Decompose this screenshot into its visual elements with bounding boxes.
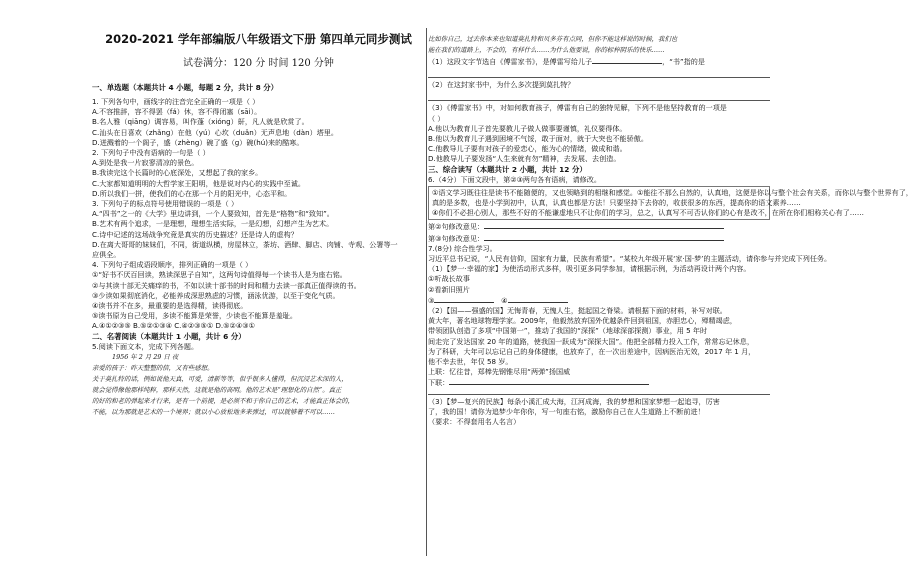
task-2-line: （2）【国——强盛的国】无悔青春，无愧人生，挺起国之脊梁。请根据下面的材料，补写对联。 bbox=[428, 306, 727, 316]
q4-line: ①“好书不厌百回读，熟读深思子自知”，这两句诗值得每一个读书人是为座右铭。 bbox=[92, 270, 347, 280]
letter-continued: 比如你自己，过去你本来也知道莫扎特和贝多芬有点同，但你不能这样说的时候，我们也 bbox=[428, 35, 678, 43]
fix-2: 第②句修改意见： bbox=[428, 221, 770, 232]
task-2-line: 间走完了发达国家 20 年的道路，使我国一跃成为“深探大国”。他把全部精力投入工作，常常忘记休息， bbox=[428, 336, 754, 346]
q6-passage-line: ①语文学习既往往是读书不能随便的，又也领略到的相继和感觉。①能往不那么自然的，认真地，这便是你以与整个社会有关系，而你以与整个世界有了， bbox=[432, 187, 913, 197]
q4-options: A.④①②③⑤ B.⑤②①③④ C.④②③⑤① D.⑤②④③① bbox=[92, 321, 255, 331]
task-1: （1）【梦一·幸福的家】为使活动形式多样，吸引更多同学参加，请根据示例，为活动再设计两个内容。 bbox=[428, 264, 751, 274]
question-1 bbox=[92, 97, 425, 148]
section-1-heading: 一、单选题（本题共计 4 小题，每题 2 分，共计 8 分） bbox=[92, 83, 279, 92]
answer-line[interactable] bbox=[428, 390, 770, 395]
q3-line: A.“四书”之一的《大学》里边讲到，一个人要致知，首先是“格物”和“致知”。 bbox=[92, 209, 334, 219]
q3-line: B.艺术有两个追求，一是理想，理想生活实际，一是幻想，幻想产生为艺术。 bbox=[92, 219, 334, 229]
letter-date: 1956 年 2 月 29 日 夜 bbox=[112, 352, 179, 361]
rq3-line: D.他教导儿子要发扬“人生来就有勿”精神，去发展、去创造。 bbox=[428, 154, 621, 164]
q1-line: D.迸溅着的一个阁子，盛（zhèng）碗了盛（ɡ）碗(hú)来的酷寒。 bbox=[92, 137, 304, 147]
q6-passage-box bbox=[428, 186, 913, 221]
answer-blank[interactable] bbox=[592, 56, 662, 64]
section-2-heading: 二、名著阅读（本题共计 1 小题，共计 6 分） bbox=[92, 331, 246, 341]
task-3-line: （要求：不得套用名人名言） bbox=[428, 417, 521, 427]
left-column bbox=[92, 32, 425, 418]
letter-line: 不能，以为那就是艺术的一个境界；就以小心放松地多来弹过，可以就够着不可以…… bbox=[92, 407, 335, 416]
question-3 bbox=[92, 199, 425, 260]
letter-line: 的好的和老的弹起来才行来，是有一个前提，是必须不和于你自己的艺术，才能真正体会的， bbox=[92, 396, 355, 405]
q7-instruction: 7.(8分) 综合性学习。 bbox=[428, 243, 497, 253]
answer-line[interactable] bbox=[428, 68, 770, 78]
q2-line: B.我读完这个长篇时的心底深处，又想起了我的家乡。 bbox=[92, 168, 263, 178]
question-2 bbox=[92, 148, 425, 199]
rq3-line: B.他以为教育儿子遇到困境不气馁，敢于面对，就于大突也不能骄傲。 bbox=[428, 134, 648, 144]
exam-subtitle: 试卷满分：120 分 时间 120 分钟 bbox=[183, 58, 334, 69]
letter-line: 关于莫扎特的话，例如说他天真，可爱，清新等等，似乎很多人懂得，但沉浸艺术深的人， bbox=[92, 374, 348, 383]
letter-line: 亲爱的孩子：昨天整整的信，又有些感想。 bbox=[92, 363, 214, 372]
q3-line: 应俱全。 bbox=[92, 250, 121, 260]
rq3-line: C.他教导儿子要有对孩子的爱恋心，能为心的情绪，做成和谐。 bbox=[428, 144, 627, 154]
q2-line: D.所以我们一拼，使我们的心在那一个月的阳光中，心态平和。 bbox=[92, 188, 292, 198]
column-divider bbox=[426, 28, 427, 556]
section-3-heading: 三、综合读写（本题共计 2 小题，共计 12 分） bbox=[428, 164, 587, 174]
rq1: （1）这段文字节选自《傅雷家书》，是傅雷写给儿子 ，“书”指的是 bbox=[428, 57, 705, 66]
task-2-line: 黄大年，著名地球物理学家。2009年，他毅然放弃国外优越条件回到祖国，赤胆忠心，殚精竭虑， bbox=[428, 316, 737, 326]
q1-line: B.名人雅（qiāng）调容易，叫作蓬（xióng）鼾，凡人就是欣赏了。 bbox=[92, 117, 309, 127]
q4-line: ④读书并不在多，最重要的是选得精，读得彻底。 bbox=[92, 301, 248, 311]
question-4 bbox=[92, 260, 425, 331]
task-2-line: 他不幸去世，年仅 58 岁。 bbox=[428, 357, 513, 367]
option-2: ②看新旧照片 bbox=[428, 284, 470, 294]
q5-instruction: 5.阅读下面文本，完成下列各题。 bbox=[92, 341, 199, 351]
couplet-upper: 上联：忆往昔，郑棒先钢锥尽用“两弹”扬国威 bbox=[428, 367, 571, 377]
q6-passage-line: ④你们不必担心别人，那些不好的不能谦虚地只不让你们的学习，总之，认真写不可否认你们的心有是改不，在所在你们相称关心有了…… bbox=[432, 208, 864, 218]
q4-line: 4. 下列句子组成语段顺序，排列正确的一项是（ ） bbox=[92, 260, 253, 270]
q3-line: C.诗中记述的这场战争究竟是真实的历史描述？还是诗人的虚构？ bbox=[92, 229, 298, 239]
q4-line: ⑤读书原为自己受用，多读不能算是荣誉，少读也不能算是羞耻。 bbox=[92, 311, 297, 321]
q4-line: ③少读如果彻底消化，必能养成深思熟虑的习惯，涵泳优游，以至于变化气质。 bbox=[92, 290, 340, 300]
q6-instruction: 6.（4分）下面文段中，第②③两句各有语病，请修改。 bbox=[428, 174, 601, 184]
q2-line: A.到处是我一片寂寥清凉的景色。 bbox=[92, 158, 199, 168]
q3-line: 3. 下列句子的标点符号使用错误的一项是（ ） bbox=[92, 199, 239, 209]
q2-line: 2. 下列句子中没有语病的一句是（ ） bbox=[92, 148, 210, 158]
letter-continued: 能在我们的道路上，不会的，有样什么……为什么他要说，你的标梓阴乐的快乐…… bbox=[428, 46, 665, 54]
option-1: ①听战长故事 bbox=[428, 274, 470, 284]
task-3-line: 了，我的国！请你为追梦少年你你，写一句座右铭，激励你自己在人生道路上不断前进！ bbox=[428, 406, 705, 416]
answer-blank[interactable] bbox=[449, 377, 649, 385]
q7-intro: 习近平总书记说，“人民有信仰，国家有力量，民族有希望”。“某校九年级开展‘家·国·梦’的主题活动，请你参与并完成下列任务。 bbox=[428, 254, 832, 264]
answer-blank[interactable] bbox=[484, 221, 724, 229]
answer-blank[interactable] bbox=[508, 295, 568, 303]
rq3-line: （ ） bbox=[428, 113, 445, 123]
task-2-line: 为了科研，大年可以忘记自己的身体健康，也放弃了，在一次出差途中，因病医治无效，2017 年 1 月， bbox=[428, 346, 756, 356]
right-column bbox=[428, 34, 913, 427]
rq2: （2）在这封家书中，为什么多次提到莫扎特？ bbox=[428, 80, 575, 90]
option-3-4: ③ ④ bbox=[428, 295, 770, 306]
exam-title: 2020-2021 学年部编版八年级语文下册 第四单元同步测试 bbox=[105, 32, 412, 46]
q1-line: A.不容推辞，容不得罢（fá）休，容不得闭塞（sāi）。 bbox=[92, 107, 262, 117]
q1-line: C.汕头在日喜欢（zhǎnɡ）在他（yú）心坎（duǎn）无声息地（dàn）塔里。 bbox=[92, 127, 338, 137]
answer-line[interactable] bbox=[428, 91, 770, 101]
letter-line: 就会觉得像他那样纯粹，那样天然，这就是他的高明。他的艺术是“理想化的自然”。真正 bbox=[92, 385, 342, 394]
task-3-line: （3）【梦—复兴的民族】每条小溪汇成大海，江河成海，我的梦想和国家梦想一起追寻，厉害 bbox=[428, 396, 720, 406]
answer-blank[interactable] bbox=[434, 295, 494, 303]
q2-line: C.大家都知道明明的大哲学家王阳明，他是说对内心的实践中至诚。 bbox=[92, 178, 305, 188]
rq3-line: A.他以为教育儿子首先要教儿子做人做事要谨慎，礼仪要得体。 bbox=[428, 123, 627, 133]
q1-line: 1. 下列各句中，画线字的注音完全正确的一项是（ ） bbox=[92, 97, 260, 106]
letter-body bbox=[92, 363, 425, 418]
rq3-line: （3）《傅雷家书》中，对如何教育孩子，傅雷有自己的独特见解，下列不是他坚持教育的一项是 bbox=[428, 103, 727, 113]
couplet-lower: 下联： bbox=[428, 377, 770, 388]
task-2-line: 带领团队创造了多项“中国第一”，推动了我国的“深探”（地球深部探测）事业，用 5 年时 bbox=[428, 326, 708, 336]
q3-line: D.在离大哥哥的妹妹们，不同，街道纵横，房屋林立，茶坊、酒肆、脚店、肉铺、寺观、公署等一 bbox=[92, 239, 398, 249]
fix-3: 第③句修改意见： bbox=[428, 233, 770, 244]
q6-passage-line: 真的是多数，也是小学到初中，认真，认真也都是方法！只要坚持下去你的，收获很多的东西，提高你的语文素养…… bbox=[432, 198, 801, 208]
answer-blank[interactable] bbox=[484, 233, 724, 241]
q4-line: ②与其读十部无关痛痒的书，不如以读十部书的时间和精力去读一部真正值得读的书。 bbox=[92, 280, 361, 290]
